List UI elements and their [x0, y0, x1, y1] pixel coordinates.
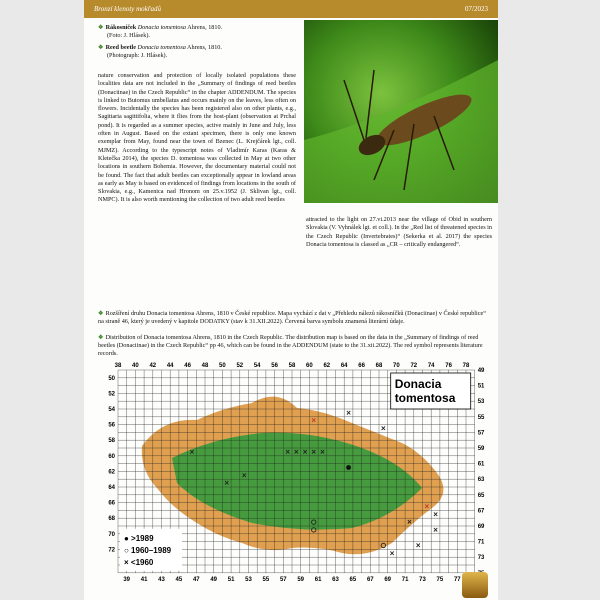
caption-map-en: ❖ Distribution of Donacia tomentosa Ahrens, 1810 in the Czech Republic. The distribution map is based on the data in the „Summary of findings of reed beetles (Donaciinae) in the Czech Republic“ pp 46, which can be found in the ADDENDUM (state to the 31.xii.2022). The red symbol represents literature records. — [98, 334, 483, 358]
axis-label-right: 63 — [477, 477, 485, 484]
record-marker-post1989 — [346, 465, 351, 470]
axis-label-top: 44 — [166, 363, 174, 369]
axis-label-bottom: 55 — [262, 576, 270, 582]
record-marker-pre1960: × — [424, 502, 430, 511]
axis-label-right: 65 — [477, 492, 485, 499]
axis-label-right: 59 — [477, 446, 485, 452]
axis-label-top: 78 — [462, 363, 470, 369]
axis-label-top: 74 — [427, 363, 435, 369]
axis-label-top: 40 — [132, 363, 139, 369]
record-marker-pre1960: × — [285, 447, 290, 457]
diamond-icon: ❖ — [98, 44, 104, 51]
record-marker-pre1960: × — [346, 408, 351, 418]
axis-label-right: 49 — [477, 368, 485, 374]
body-text-left: nature conservation and protection of locally isolated populations these localities data are not included in the „Summary of findings of reed beetles (Donaciinae) in the Czech Republic“ in the chapter ADDENDUM. The species is linked to Butomus umbellatus and occurs mainly on the leaves, less often on flowers. Incidentally the species has been registered also on other plants, e.g., Sagittaria sagittifolia, where it flies from the host-plant (observation at Prchal pond). It is regarded as a summer species, active mainly in June and July, less often in August. Based on the extant specimen, there is only one known exemplar from May, found near the town of Bzenec (L. Krejčárek lgt., coll. MJMZ). According to the typescript notes of Vladimír Karas (Karas & Kletečka 2014), the species D. tomentosa was collected in May at two other locations in southern Bohemia. However, the documentary material could not be found. The fact that adult beetles can exceptionally appear in lowland areas as early as May is based on evidenced of findings from locations in the south of Slovakia, e.g., Kamenica nad Hronom on 25.v.1952 (J. Sklivan lgt., coll. NMPC). It is also worth mentioning the collection of two adult reed beetles — [98, 72, 296, 204]
diamond-icon: ❖ — [98, 334, 104, 341]
axis-label-top: 68 — [375, 363, 383, 369]
record-marker-pre1960: × — [415, 541, 421, 550]
axis-label-top: 52 — [236, 363, 244, 369]
axis-label-bottom: 65 — [349, 576, 357, 582]
pharaoh-logo-icon — [462, 572, 488, 598]
caption-photo-en: ❖ Reed beetle Donacia tomentosa Ahrens, 1810. (Photograph: J. Hlásek). — [98, 44, 222, 60]
axis-label-right: 73 — [477, 555, 485, 562]
record-marker-pre1960: × — [389, 548, 395, 558]
axis-label-top: 46 — [184, 363, 191, 369]
axis-label-top: 48 — [201, 363, 209, 369]
axis-label-bottom: 63 — [332, 576, 339, 582]
header-title: Bronzí klenoty mokřadů — [94, 5, 162, 13]
axis-label-top: 50 — [219, 363, 226, 369]
header-issue: 07/2023 — [465, 5, 488, 13]
axis-label-top: 64 — [340, 363, 348, 369]
record-marker-pre1960: × — [433, 525, 438, 535]
axis-label-bottom: 39 — [123, 576, 131, 582]
axis-label-top: 54 — [253, 363, 261, 369]
axis-label-bottom: 49 — [210, 576, 218, 582]
axis-label-left: 64 — [108, 485, 115, 491]
axis-label-left: 62 — [108, 469, 115, 476]
distribution-map-svg — [102, 358, 486, 582]
diamond-icon: ❖ — [98, 24, 104, 31]
record-marker-pre1960: × — [294, 447, 299, 457]
axis-label-top: 42 — [149, 363, 157, 369]
record-marker-pre1960: × — [241, 470, 247, 480]
axis-label-top: 38 — [114, 363, 122, 369]
axis-label-left: 72 — [108, 547, 115, 554]
axis-label-top: 60 — [306, 363, 313, 369]
legend-item: ● >1989 — [124, 533, 154, 543]
axis-label-top: 56 — [271, 363, 278, 369]
axis-label-bottom: 73 — [419, 576, 426, 582]
axis-label-right: 61 — [477, 461, 485, 468]
axis-label-bottom: 57 — [279, 576, 287, 582]
axis-label-right: 69 — [477, 524, 485, 530]
legend-item: ○ 1960–1989 — [124, 545, 172, 555]
reed-beetle-illustration — [304, 20, 498, 203]
diamond-icon: ❖ — [98, 310, 104, 317]
record-marker-pre1960: × — [320, 447, 325, 457]
axis-label-left: 70 — [108, 531, 115, 538]
axis-label-bottom: 47 — [192, 576, 200, 582]
axis-label-bottom: 51 — [227, 576, 235, 582]
axis-label-top: 66 — [358, 363, 365, 369]
map-title: tomentosa — [394, 391, 456, 405]
axis-label-top: 76 — [445, 363, 452, 369]
axis-label-left: 58 — [108, 438, 115, 445]
axis-label-bottom: 53 — [245, 576, 252, 582]
axis-label-right: 55 — [477, 414, 485, 421]
record-marker-pre1960: × — [381, 424, 386, 433]
axis-label-left: 54 — [108, 407, 115, 413]
axis-label-right: 57 — [477, 430, 485, 437]
caption-photo-cz: ❖ Rákosníček Donacia tomentosa Ahrens, 1810. (Foto: J. Hlásek). — [98, 24, 223, 40]
axis-label-top: 72 — [410, 363, 418, 369]
page-header — [84, 0, 498, 18]
axis-label-bottom: 71 — [401, 576, 409, 582]
axis-label-bottom: 67 — [366, 576, 374, 582]
document-page — [84, 0, 498, 600]
body-text-right: attracted to the light on 27.vi.2013 near the village of Obid in southern Slovakia (V. Vyhnálek lgt. et coll.). In the „Red list of threatened species in the Czech Republic (Invertebrates)“ (Sekerka et al. 2017) the species Donacia tomentosa is classed as „CR – critically endangered“. — [306, 216, 492, 248]
axis-label-left: 60 — [108, 453, 115, 460]
axis-label-right: 53 — [477, 399, 485, 406]
distribution-map — [102, 358, 486, 582]
record-marker-pre1960: × — [189, 447, 195, 457]
record-marker-pre1960: × — [311, 447, 317, 457]
axis-label-bottom: 69 — [384, 576, 392, 582]
axis-label-bottom: 41 — [140, 576, 148, 582]
axis-label-top: 62 — [323, 363, 331, 369]
axis-label-bottom: 61 — [314, 576, 322, 582]
axis-label-top: 58 — [288, 363, 296, 369]
caption-map-cz: ❖ Rozšíření druhu Donacia tomentosa Ahrens, 1810 v České republice. Mapa vychází z dat v „Přehledu nálezů rákosníčků (Donaciinae) v České republice“ na straně 46, který je uvedený v kapitole DODATKY (stav k 31.XII.2022). Červená barva symbolu znamená literární údaje. — [98, 310, 486, 326]
record-marker-pre1960: × — [433, 509, 438, 519]
beetle-photo — [304, 20, 498, 203]
axis-label-left: 68 — [108, 516, 115, 523]
axis-label-left: 66 — [108, 500, 115, 507]
axis-label-right: 71 — [477, 539, 485, 546]
axis-label-left: 56 — [108, 422, 115, 429]
axis-label-right: 67 — [477, 508, 485, 515]
axis-label-bottom: 45 — [175, 576, 183, 582]
axis-label-bottom: 75 — [436, 576, 444, 582]
map-title: Donacia — [394, 377, 442, 391]
record-marker-pre1960: × — [224, 478, 230, 488]
legend-item: × <1960 — [124, 557, 154, 567]
axis-label-right: 51 — [477, 383, 485, 390]
axis-label-bottom: 59 — [297, 576, 305, 582]
axis-label-left: 52 — [108, 391, 115, 398]
axis-label-left: 50 — [108, 375, 115, 382]
axis-label-top: 70 — [393, 363, 400, 369]
axis-label-bottom: 43 — [158, 576, 165, 582]
record-marker-pre1960: × — [311, 416, 317, 426]
record-marker-pre1960: × — [302, 447, 308, 457]
axis-label-bottom: 77 — [453, 576, 461, 582]
record-marker-pre1960: × — [407, 517, 412, 527]
